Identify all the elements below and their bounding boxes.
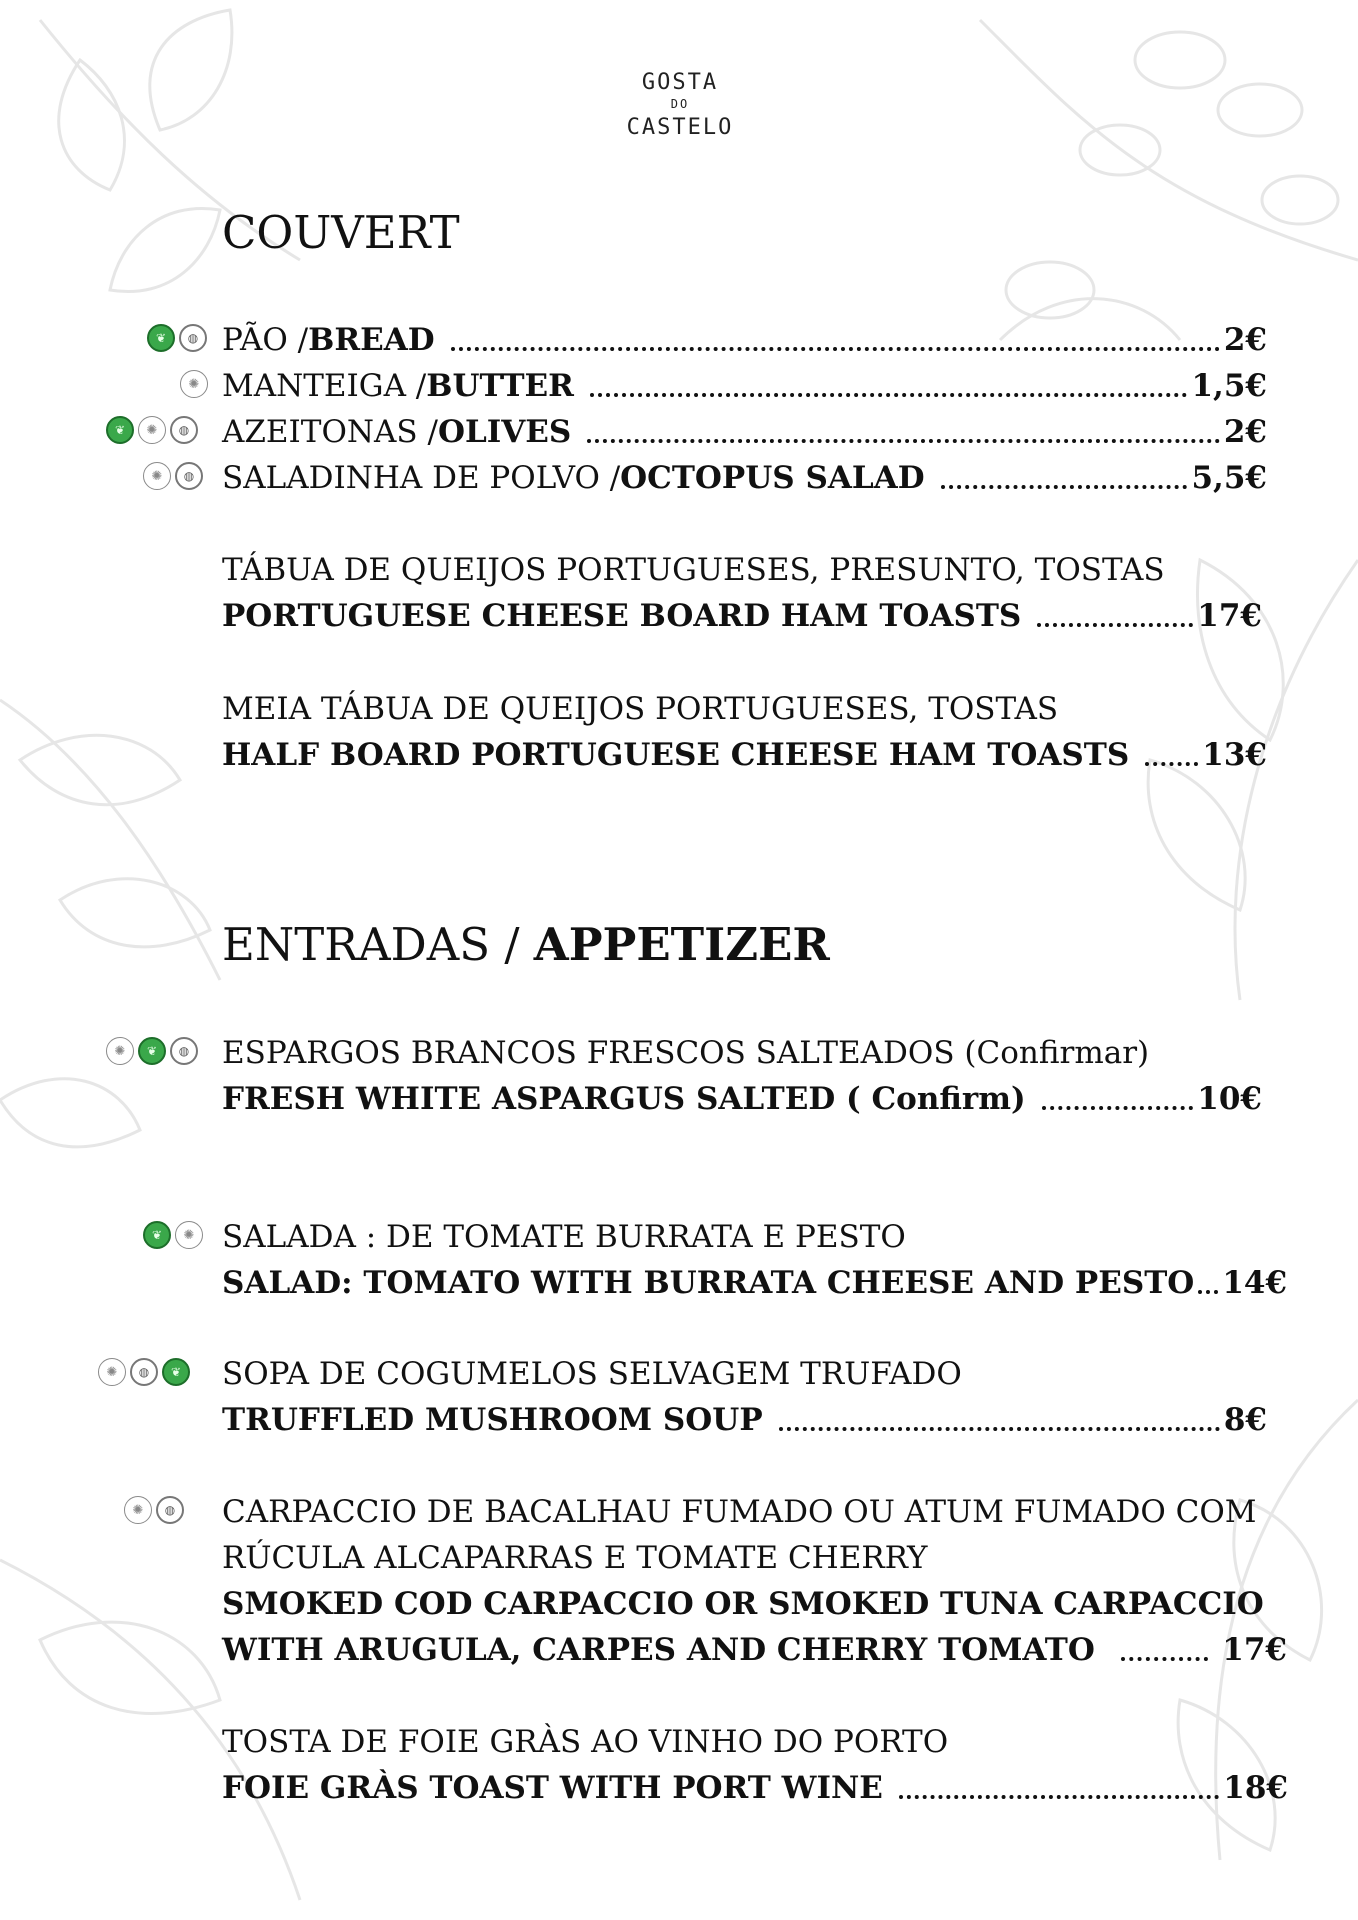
menu-item-carpaccio-en-1	[222, 1578, 1264, 1624]
section-title-en: APPETIZER	[533, 918, 830, 971]
vegetarian-icon: ❦	[106, 416, 134, 444]
logo-line-1: GOSTA	[641, 70, 719, 95]
menu-item-olives	[222, 406, 1267, 452]
menu-item-salad-en	[222, 1257, 1288, 1303]
item-name-en: HALF BOARD PORTUGUESE CHEESE HAM TOASTS	[222, 737, 1130, 773]
dot-leader	[1042, 1106, 1194, 1110]
item-name-en: PORTUGUESE CHEESE BOARD HAM TOASTS	[222, 598, 1022, 634]
item-icons	[124, 1494, 184, 1526]
menu-item-soup-en	[222, 1394, 1267, 1440]
dot-leader	[587, 439, 1220, 443]
item-icons	[147, 322, 207, 354]
item-price: 8€	[1223, 1402, 1267, 1438]
menu-item-carpaccio-en-2	[222, 1624, 1287, 1670]
item-icons	[98, 1356, 190, 1388]
item-name-pt: CARPACCIO DE BACALHAU FUMADO OU ATUM FUMADO COM	[222, 1494, 1257, 1530]
dot-leader	[1121, 1657, 1208, 1661]
item-name-pt: SALADA : DE TOMATE BURRATA E PESTO	[222, 1219, 906, 1255]
gluten-free-icon: ✺	[175, 1221, 203, 1249]
lactose-free-icon: ◍	[175, 462, 203, 490]
gluten-free-icon: ✺	[98, 1358, 126, 1386]
menu-item-cheese-board-en	[222, 590, 1262, 636]
menu-item-foie-gras-en	[222, 1762, 1288, 1808]
menu-item-salad-pt	[222, 1211, 906, 1257]
dot-leader	[590, 393, 1188, 397]
item-name-en: FOIE GRÀS TOAST WITH PORT WINE	[222, 1770, 883, 1806]
dot-leader	[1198, 1290, 1218, 1294]
item-price: 17€	[1197, 598, 1262, 634]
lactose-free-icon: ◍	[156, 1496, 184, 1524]
item-icons	[143, 460, 203, 492]
vegetarian-icon: ❦	[143, 1221, 171, 1249]
item-price: 5,5€	[1191, 460, 1267, 496]
item-name-pt: AZEITONAS /	[222, 414, 438, 450]
item-name-pt: TÁBUA DE QUEIJOS PORTUGUESES, PRESUNTO, TOSTAS	[222, 552, 1165, 588]
menu-item-bread	[222, 314, 1267, 360]
vegetarian-icon: ❦	[162, 1358, 190, 1386]
gluten-free-icon: ✺	[180, 370, 208, 398]
restaurant-logo	[620, 70, 740, 140]
gluten-free-icon: ✺	[124, 1496, 152, 1524]
item-name-en: BUTTER	[426, 368, 574, 404]
item-name-en: OCTOPUS SALAD	[620, 460, 925, 496]
item-name-en: FRESH WHITE ASPARGUS SALTED ( Confirm)	[222, 1081, 1026, 1117]
item-name-pt: RÚCULA ALCAPARRAS E TOMATE CHERRY	[222, 1540, 928, 1576]
lactose-free-icon: ◍	[170, 416, 198, 444]
menu-item-cheese-board-pt	[222, 544, 1165, 590]
menu-item-foie-gras-pt	[222, 1716, 948, 1762]
item-price: 17€	[1222, 1632, 1287, 1668]
item-icons	[143, 1219, 203, 1251]
dot-leader	[941, 485, 1188, 489]
item-name-en: SALAD: TOMATO WITH BURRATA CHEESE AND PESTO	[222, 1265, 1195, 1301]
item-price: 13€	[1202, 737, 1267, 773]
item-name-pt: MANTEIGA /	[222, 368, 427, 404]
menu-item-carpaccio-pt-2	[222, 1532, 928, 1578]
menu-item-half-board-en	[222, 729, 1267, 775]
lactose-free-icon: ◍	[179, 324, 207, 352]
item-price: 2€	[1223, 414, 1267, 450]
section-title-couvert	[222, 206, 460, 259]
menu-item-butter	[222, 360, 1267, 406]
gluten-free-icon: ✺	[106, 1037, 134, 1065]
lactose-free-icon: ◍	[170, 1037, 198, 1065]
item-name-pt: PÃO /	[222, 322, 309, 358]
dot-leader	[451, 347, 1220, 351]
section-title-text: COUVERT	[222, 206, 460, 259]
dot-leader	[779, 1427, 1220, 1431]
item-name-en: SMOKED COD CARPACCIO OR SMOKED TUNA CARPACCIO	[222, 1586, 1264, 1622]
dot-leader	[899, 1795, 1219, 1799]
section-title-appetizer	[222, 918, 830, 971]
lactose-free-icon: ◍	[130, 1358, 158, 1386]
item-name-pt: SALADINHA DE POLVO /	[222, 460, 621, 496]
vegetarian-icon: ❦	[147, 324, 175, 352]
gluten-free-icon: ✺	[138, 416, 166, 444]
menu-item-carpaccio-pt-1	[222, 1486, 1257, 1532]
menu-item-asparagus-pt	[222, 1027, 1149, 1073]
section-title-pt: ENTRADAS /	[222, 918, 534, 971]
item-icons	[106, 414, 198, 446]
item-name-pt: MEIA TÁBUA DE QUEIJOS PORTUGUESES, TOSTAS	[222, 691, 1059, 727]
logo-line-3: CASTELO	[626, 115, 734, 141]
item-name-en: WITH ARUGULA, CARPES AND CHERRY TOMATO	[222, 1632, 1095, 1668]
menu-item-half-board-pt	[222, 683, 1058, 729]
menu-item-soup-pt	[222, 1348, 962, 1394]
menu-item-asparagus-en	[222, 1073, 1262, 1119]
item-price: 1,5€	[1191, 368, 1267, 404]
item-price: 10€	[1197, 1081, 1262, 1117]
item-price: 2€	[1223, 322, 1267, 358]
item-icons	[106, 1035, 198, 1067]
item-name-en: BREAD	[308, 322, 435, 358]
item-name-pt: ESPARGOS BRANCOS FRESCOS SALTEADOS (Confirmar)	[222, 1035, 1150, 1071]
item-price: 18€	[1223, 1770, 1288, 1806]
item-name-pt: TOSTA DE FOIE GRÀS AO VINHO DO PORTO	[222, 1724, 949, 1760]
item-name-en: TRUFFLED MUSHROOM SOUP	[222, 1402, 763, 1438]
menu-item-octopus-salad	[222, 452, 1267, 498]
gluten-free-icon: ✺	[143, 462, 171, 490]
logo-line-2: DO	[670, 97, 690, 112]
item-icons	[180, 368, 208, 400]
item-price: 14€	[1222, 1265, 1288, 1301]
dot-leader	[1037, 623, 1193, 627]
vegetarian-icon: ❦	[138, 1037, 166, 1065]
dot-leader	[1145, 762, 1198, 766]
item-name-en: OLIVES	[437, 414, 572, 450]
item-name-pt: SOPA DE COGUMELOS SELVAGEM TRUFADO	[222, 1356, 962, 1392]
